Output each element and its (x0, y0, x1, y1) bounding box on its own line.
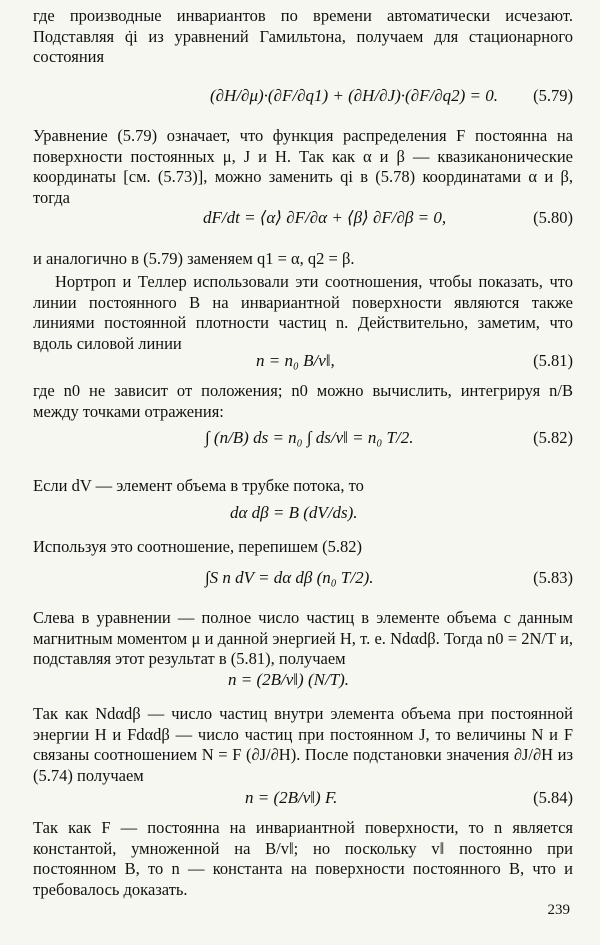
equation-number: (5.79) (533, 86, 573, 105)
equation-5-79 (0, 86, 600, 114)
equation-number: (5.84) (533, 788, 573, 807)
equation-formula: (∂H/∂μ)·(∂F/∂q1) + (∂H/∂J)·(∂F/∂q2) = 0. (210, 86, 498, 105)
equation-formula: ∫ (n/B) ds = n₀ ∫ ds/v‖ = n₀ T/2. (205, 428, 414, 447)
equation-formula: n = (2B/v‖) F. (245, 788, 338, 807)
paragraph-8: Слева в уравнении — полное число частиц в элементе объема с данным магнитным моментом μ и данной энергией H, т. е. Ndαdβ. Тогда n0 = 2N/T и, подставляя этот результат в (5.81), получаем (33, 608, 573, 669)
equation-5-82 (0, 428, 600, 456)
paragraph-2: Уравнение (5.79) означает, что функция распределения F постоянна на поверхности постоянных μ, J и H. Так как α и β — квазиканонические координаты [см. (5.73)], можно заменить qi в (5.78) координатами α и β, тогда (33, 126, 573, 207)
equation-dalpha-dbeta (0, 503, 600, 531)
paragraph-9: Так как Ndαdβ — число частиц внутри элемента объема при постоянной энергии H и Fdαdβ — число частиц при постоянном J, то величины N и F связаны соотношением N = F (∂J/∂H). После подстановки значения ∂J/∂H из (5.74) получаем (33, 704, 573, 785)
paragraph-10: Так как F — постоянна на инвариантной поверхности, то n является константой, умноженной на B/v‖; но поскольку v‖ постоянно при постоянном B, то n — константа на поверхности постоянного B, что и требовалось доказать. (33, 818, 573, 899)
equation-formula: n = (2B/v‖) (N/T). (228, 670, 350, 689)
equation-formula: n = n₀ B/v‖, (256, 351, 335, 370)
paragraph-1: где производные инвариантов по времени автоматически исчезают. Подставляя q̇i из уравнений Гамильтона, получаем для стационарного состояния (33, 6, 573, 67)
equation-number: (5.83) (533, 568, 573, 587)
equation-5-84 (0, 788, 600, 816)
page-number: 239 (547, 902, 570, 918)
paragraph-3: и аналогично в (5.79) заменяем q1 = α, q2 = β. (33, 249, 355, 268)
equation-5-80 (0, 208, 600, 236)
paragraph-6: Если dV — элемент объема в трубке потока, то (33, 476, 364, 495)
equation-formula: ∫S n dV = dα dβ (n₀ T/2). (205, 568, 374, 587)
paragraph-4: Нортроп и Теллер использовали эти соотношения, чтобы показать, что линии постоянного B на инвариантной поверхности являются также линиями постоянной плотности частиц n. Действительно, заметим, что вдоль силовой линии (33, 272, 573, 353)
paragraph-7: Используя это соотношение, перепишем (5.82) (33, 537, 363, 556)
equation-number: (5.80) (533, 208, 573, 227)
equation-formula: dF/dt = ⟨α̇⟩ ∂F/∂α + ⟨β̇⟩ ∂F/∂β = 0, (203, 208, 447, 227)
equation-number: (5.82) (533, 428, 573, 447)
paragraph-5: где n0 не зависит от положения; n0 можно вычислить, интегрируя n/B между точками отражения: (33, 381, 573, 421)
equation-n-2N-T (0, 670, 600, 698)
equation-formula: dα dβ = B (dV/ds). (230, 503, 358, 522)
equation-5-83 (0, 568, 600, 596)
equation-5-81 (0, 351, 600, 379)
equation-number: (5.81) (533, 351, 573, 370)
